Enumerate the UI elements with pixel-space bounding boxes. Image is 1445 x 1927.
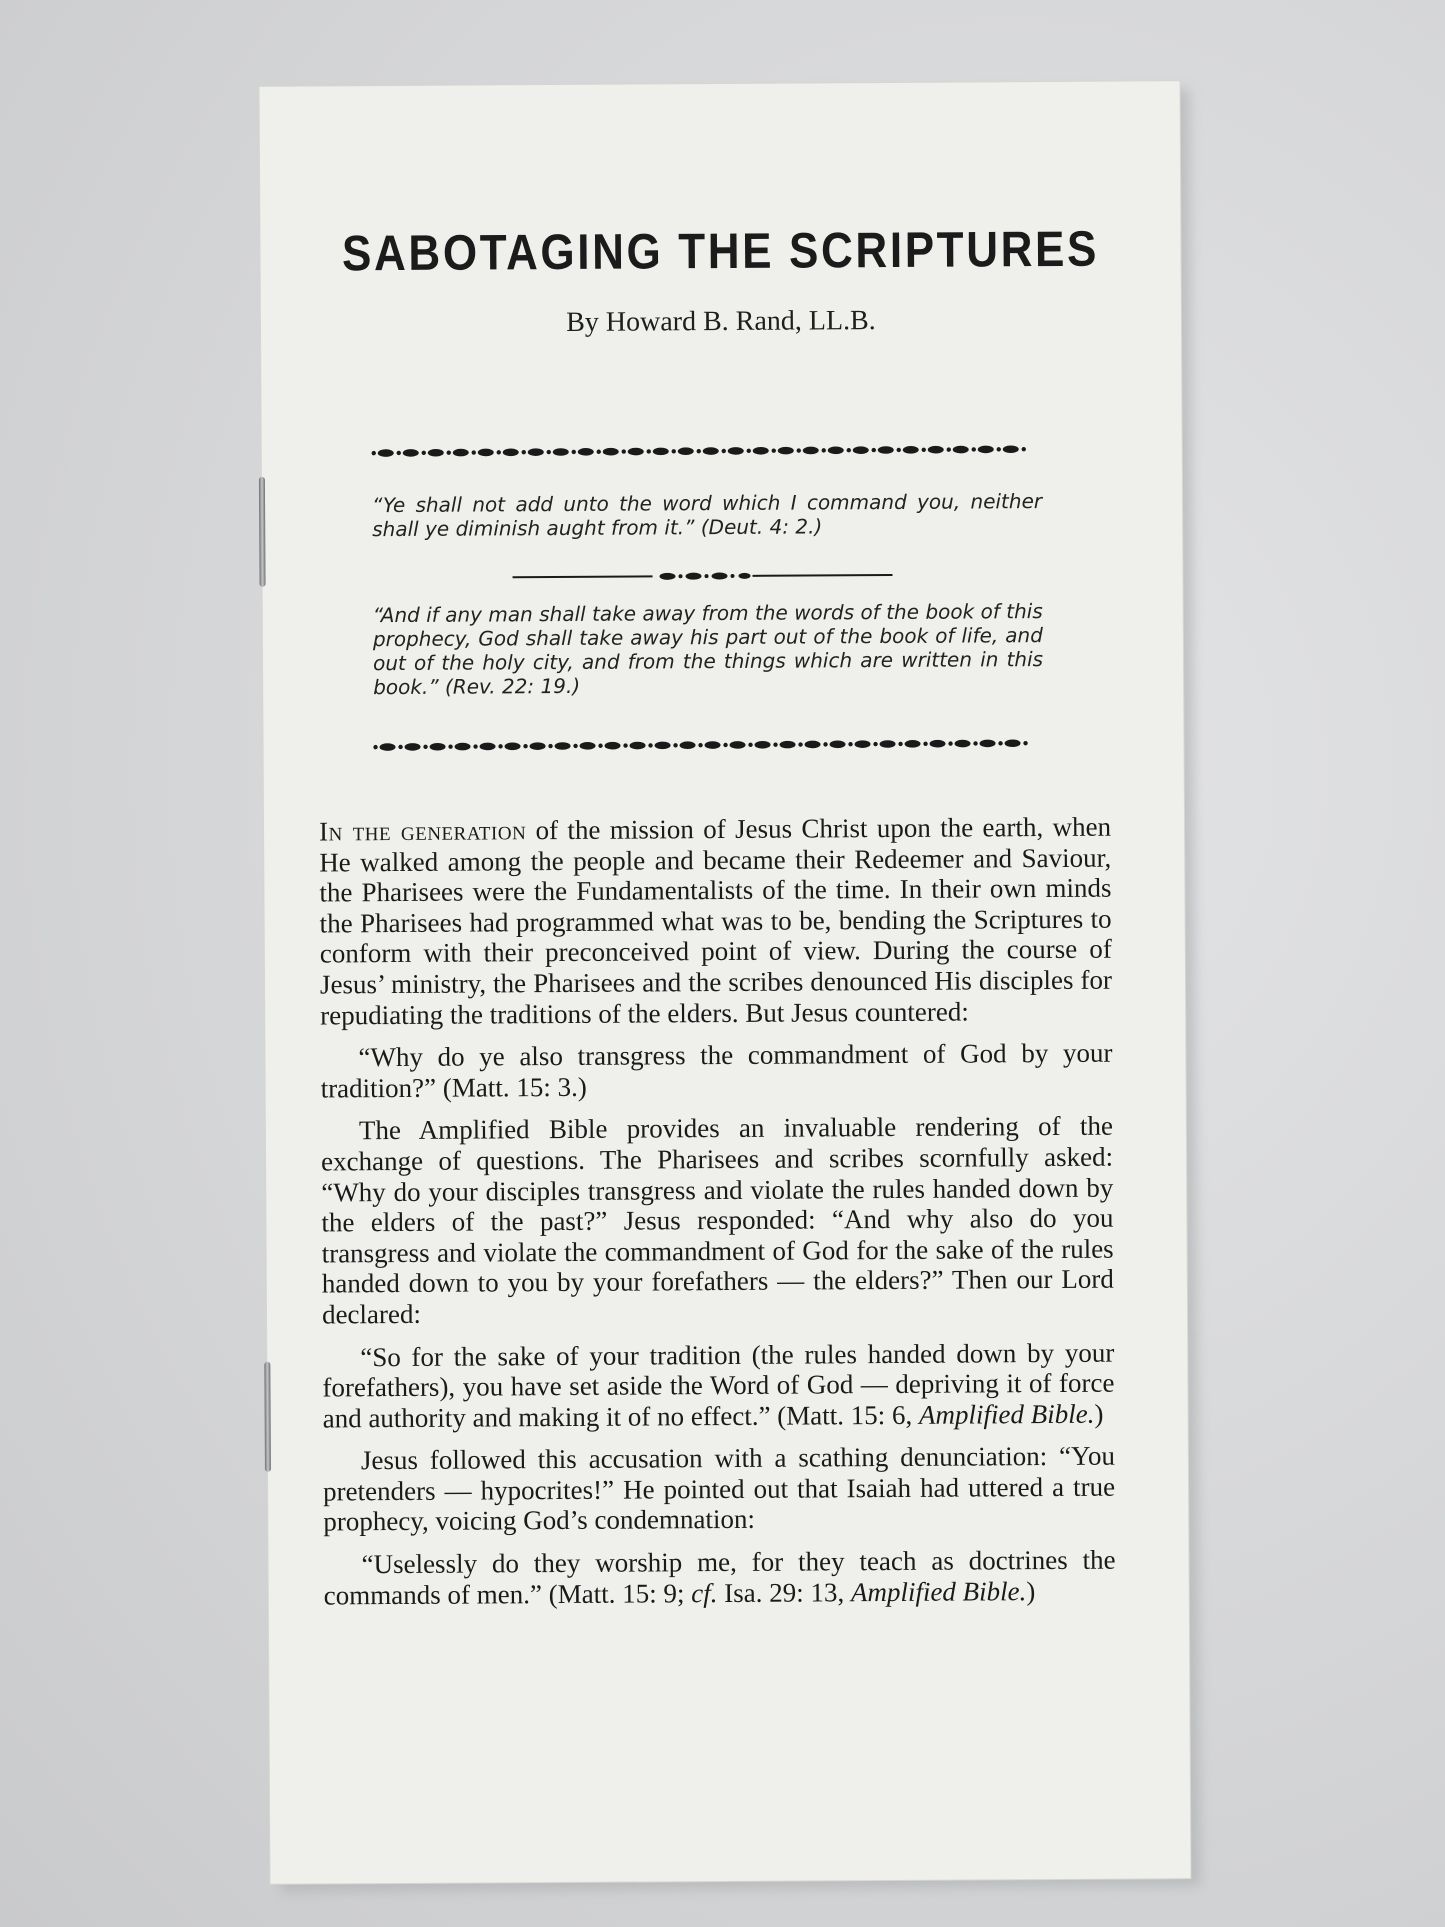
epigraph-deuteronomy: “Ye shall not add unto the word which I command you, neither shall ye diminish aught from it.” (Deut. 4: 2.) [372,489,1043,542]
booklet-page [260,81,1191,1884]
quote-matt-15-3: “Why do ye also transgress the commandment of God by your tradition?” (Matt. 15: 3.) [320,1037,1113,1104]
quote-matt-15-9-close: ) [1026,1575,1036,1606]
paragraph-1-text: of the mission of Jesus Christ upon the earth, when He walked among the people and became their Redeemer and Saviour, the Pharisees were the Fundamentalists of the time. In their own minds the Pharisees had programmed what was to be, bending the Scriptures to conform with their preconceived point of view. During the course of Jesus’ ministry, the Pharisees and the scribes denounced His disciples for repudiating the traditions of the elders. But Jesus countered: [319,811,1113,1031]
quote-matt-15-9-source: Amplified Bible. [850,1575,1027,1607]
paragraph-1-lead: In the generation [318,815,527,847]
staple-top [259,477,266,587]
article-body [319,812,1116,1623]
quote-matt-15-9-cf: cf. [691,1577,718,1608]
staple-bottom [264,1362,271,1472]
epigraph-revelation: “And if any man shall take away from the words of the book of this prophecy, God shall take away his part out of the book of life, and out of the holy city, and from the things which are written in this book.” (Rev. 22: 19.) [372,599,1044,700]
ornament-divider-bottom [372,737,1048,753]
quote-matt-15-9-text: “Uselessly do they worship me, for they teach as doctrines the commands of men.” (Matt. 15: 9; [323,1544,1116,1611]
paragraph-amplified-bible: The Amplified Bible provides an invaluable rendering of the exchange of questions. The Pharisees and scribes scornfully asked: “Why do your disciples transgress and violate the rules handed down by the elders of the past?” Jesus responded: “And why also do you transgress and violate the commandment of God for the sake of the rules handed down to you by your forefathers — the elders?” Then our Lord declared: [320,1110,1114,1330]
document-title: SABOTAGING THE SCRIPTURES [341,220,1100,282]
quote-matt-15-6 [322,1337,1115,1434]
quote-matt-15-6-source: Amplified Bible. [918,1398,1095,1430]
quote-matt-15-9 [323,1545,1115,1611]
quote-matt-15-9-ref: Isa. 29: 13, [717,1576,851,1608]
ornament-divider-top [370,443,1046,459]
author-byline: By Howard B. Rand, LL.B. [566,305,876,338]
paragraph-1 [319,812,1112,1031]
paragraph-denunciation: Jesus followed this accusation with a scathing denunciation: “You pretenders — hypocrites!” He pointed out that Isaiah had uttered a true prophecy, voicing God’s condemnation: [323,1440,1116,1537]
ornament-divider-middle [512,569,892,583]
quote-matt-15-6-text: “So for the sake of your tradition (the rules handed down by your forefathers), you have set aside the Word of God — depriving it of force and authority and making it of no effect.” (Matt. 15: 6, [322,1337,1115,1434]
quote-matt-15-6-close: ) [1094,1398,1104,1429]
